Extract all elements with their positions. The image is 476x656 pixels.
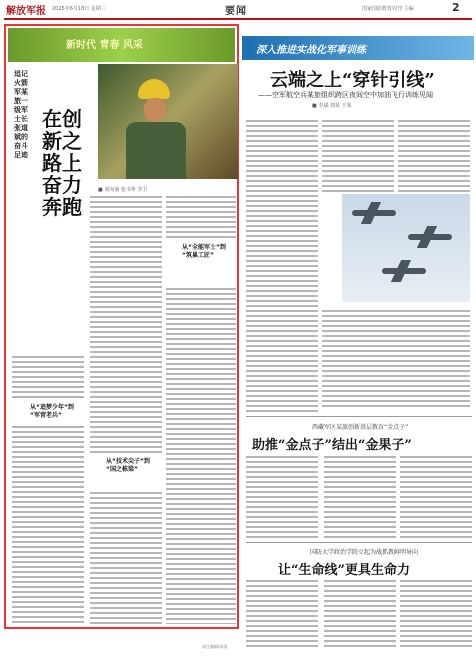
page-header [0, 0, 476, 18]
left-article-byline: ■ 刘向丽 张书华 李卫 [98, 187, 148, 193]
right-article-subtitle: ——空军航空兵某旅组织跨区夜间空中加油飞行训练见闻 [258, 91, 433, 99]
left-article-box[interactable] [4, 24, 239, 649]
text-column [400, 580, 472, 650]
section-divider [246, 416, 472, 417]
text-column [90, 196, 162, 454]
left-article-banner [8, 28, 235, 62]
text-column [12, 356, 84, 398]
helmet-shape [138, 79, 170, 99]
face-shape [144, 98, 166, 122]
article3-title[interactable]: 让“生命线”更具生命力 [278, 563, 410, 578]
uniform-shape [126, 122, 186, 179]
subhead-3 [106, 458, 150, 474]
article3-kicker: 国防大学政治学院立起为战抓教鲜明导向 [310, 549, 419, 556]
editor-credit: 责任编辑/朱丽 [202, 644, 228, 649]
soldier-photo [98, 64, 238, 179]
left-article-lede: 追记火箭军某旅一级军士长张道斌的奋斗足迹 [14, 70, 28, 159]
text-column [166, 196, 236, 240]
text-column [90, 492, 162, 624]
text-column [324, 580, 396, 650]
subhead-line: 从“追梦少年”到 [30, 404, 74, 411]
right-banner-text: 深入推进实战化军事训练 [256, 45, 366, 56]
subhead-line: 从“技术尖子”到 [106, 458, 150, 465]
text-column [398, 120, 470, 192]
text-column [166, 288, 236, 624]
issue-date: 2025年6月18日 星期三 [52, 6, 106, 12]
right-article-banner [242, 36, 474, 60]
subhead-line: “国之栋梁” [106, 466, 138, 473]
page-number: 2 [452, 1, 460, 14]
header-right-text: 国家国防教育周刊 主编 [362, 6, 414, 12]
article2-kicker: 西藏军区某旅创新基层教育“金点子” [312, 424, 409, 431]
aircraft-shape [352, 210, 396, 216]
newspaper-logo: 解放军报 [6, 6, 46, 17]
section-divider [246, 542, 472, 543]
text-column [324, 456, 396, 540]
subhead-line: “筑巢工匠” [182, 252, 214, 259]
text-column [322, 310, 470, 410]
subhead-line: 从“全能军士”到 [182, 244, 226, 251]
text-column [246, 456, 318, 540]
text-column [400, 456, 472, 540]
text-column [322, 120, 394, 192]
right-article-title: 云端之上“穿针引线” [270, 70, 435, 91]
subhead-1 [30, 404, 74, 420]
aircraft-shape [408, 234, 452, 240]
article2-title[interactable]: 助推“金点子”结出“金果子” [252, 438, 412, 453]
text-column [246, 580, 318, 650]
text-column [246, 120, 318, 412]
text-column [12, 426, 84, 624]
section-title: 要闻 [225, 6, 247, 17]
subhead-2 [182, 244, 226, 260]
right-article-byline: ■ 李斌 刘某 王某 [312, 103, 352, 109]
header-rule [4, 18, 472, 20]
subhead-line: “军营老兵” [30, 412, 62, 419]
banner-text: 新时代 青春 风采 [66, 40, 143, 51]
aerial-refueling-photo [342, 194, 470, 302]
aircraft-shape [382, 268, 426, 274]
left-article-title: 在创新之路上奋力奔跑 [42, 107, 82, 219]
